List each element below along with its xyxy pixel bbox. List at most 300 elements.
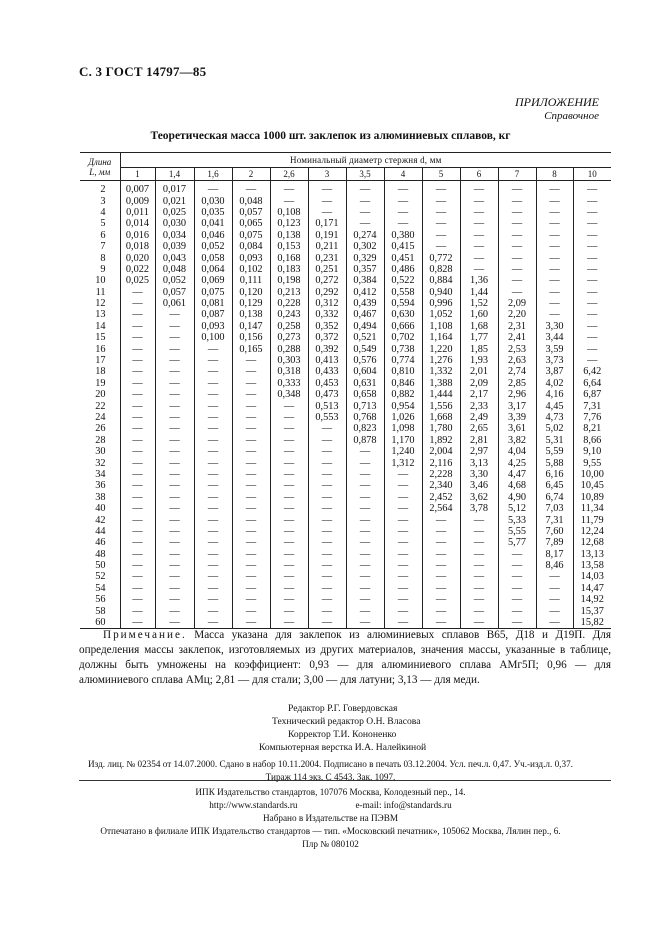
mass-cell: — xyxy=(422,526,460,537)
length-cell: 19 xyxy=(95,377,106,389)
mass-cell: — xyxy=(384,181,422,196)
table-row xyxy=(80,594,611,605)
length-cell: 15 xyxy=(95,332,106,344)
mass-cell: — xyxy=(120,605,155,616)
mass-cell: — xyxy=(155,605,194,616)
mass-cell: — xyxy=(384,492,422,503)
appendix-title: ПРИЛОЖЕНИЕ xyxy=(515,95,599,109)
diameter-group-header: Номинальный диаметр стержня d, мм xyxy=(120,153,611,168)
table-body xyxy=(80,181,611,629)
mass-cell: 2,53 xyxy=(498,343,536,354)
table-row xyxy=(80,617,611,629)
mass-cell: 15,37 xyxy=(573,605,611,616)
mass-cell: 0,213 xyxy=(270,287,308,298)
mass-cell: — xyxy=(346,526,384,537)
mass-cell: 1,668 xyxy=(422,412,460,423)
length-cell: 4 xyxy=(100,206,106,218)
length-cell: 54 xyxy=(95,582,106,594)
mass-cell: — xyxy=(384,480,422,491)
table-row xyxy=(80,549,611,560)
mass-cell: — xyxy=(308,492,346,503)
length-cell: 5 xyxy=(100,218,106,230)
mass-cell: — xyxy=(120,366,155,377)
length-cell: 60 xyxy=(80,617,120,629)
mass-cell: 0,576 xyxy=(346,355,384,366)
mass-cell: — xyxy=(384,583,422,594)
mass-cell: — xyxy=(384,549,422,560)
mass-cell: 4,02 xyxy=(536,378,573,389)
mass-cell: — xyxy=(346,605,384,616)
mass-cell: — xyxy=(155,469,194,480)
diameter-header-cell: 3,5 xyxy=(346,168,384,181)
mass-cell: — xyxy=(155,355,194,366)
table-row xyxy=(80,389,611,400)
mass-cell: 0,171 xyxy=(308,218,346,229)
mass-cell: — xyxy=(155,423,194,434)
mass-cell: — xyxy=(384,571,422,582)
mass-cell: 0,348 xyxy=(270,389,308,400)
length-cell: 9 xyxy=(100,263,106,275)
mass-cell: 0,052 xyxy=(155,275,194,286)
table-row xyxy=(80,195,611,206)
mass-cell: 0,102 xyxy=(232,264,270,275)
mass-cell: — xyxy=(155,549,194,560)
table-row xyxy=(80,435,611,446)
mass-cell: 5,02 xyxy=(536,423,573,434)
mass-cell: — xyxy=(536,195,573,206)
mass-cell: — xyxy=(232,400,270,411)
mass-cell: 0,016 xyxy=(120,230,155,241)
mass-cell: — xyxy=(194,355,232,366)
mass-cell: 0,631 xyxy=(346,378,384,389)
mass-cell: — xyxy=(384,560,422,571)
mass-cell: 0,288 xyxy=(270,343,308,354)
mass-cell: — xyxy=(346,560,384,571)
mass-cell: — xyxy=(384,469,422,480)
mass-cell: 0,274 xyxy=(346,230,384,241)
mass-cell: 13,13 xyxy=(573,549,611,560)
mass-cell: 0,433 xyxy=(308,366,346,377)
mass-cell: 8,21 xyxy=(573,423,611,434)
mass-cell: 7,31 xyxy=(573,400,611,411)
mass-cell: 1,240 xyxy=(384,446,422,457)
mass-cell: — xyxy=(460,252,498,263)
length-cell: 22 xyxy=(95,400,106,412)
mass-cell: — xyxy=(270,446,308,457)
mass-cell: — xyxy=(155,435,194,446)
mass-cell: 0,332 xyxy=(308,309,346,320)
table-row xyxy=(80,218,611,229)
mass-cell: — xyxy=(232,480,270,491)
mass-cell: — xyxy=(232,583,270,594)
mass-cell: — xyxy=(498,275,536,286)
mass-cell: — xyxy=(308,617,346,629)
mass-cell: 10,45 xyxy=(573,480,611,491)
mass-cell: — xyxy=(120,457,155,468)
mass-cell: — xyxy=(194,412,232,423)
mass-cell: 1,098 xyxy=(384,423,422,434)
mass-cell: — xyxy=(536,264,573,275)
mass-cell: 3,39 xyxy=(498,412,536,423)
mass-cell: 0,009 xyxy=(120,195,155,206)
mass-cell: 0,030 xyxy=(155,218,194,229)
mass-cell: 0,018 xyxy=(120,241,155,252)
table-row xyxy=(80,378,611,389)
mass-cell: — xyxy=(194,469,232,480)
mass-cell: — xyxy=(232,423,270,434)
mass-cell: — xyxy=(232,526,270,537)
mass-cell: 1,556 xyxy=(422,400,460,411)
mass-cell: — xyxy=(384,537,422,548)
mass-cell: 2,96 xyxy=(498,389,536,400)
mass-cell: 3,87 xyxy=(536,366,573,377)
mass-cell: — xyxy=(346,537,384,548)
mass-cell: 0,030 xyxy=(194,195,232,206)
mass-cell: — xyxy=(155,514,194,525)
mass-cell: 0,065 xyxy=(232,218,270,229)
mass-cell: — xyxy=(460,571,498,582)
note-text: Масса указана для заклепок из алюминиевых сплавов В65, Д18 и Д19П. Для определения массы заклепок, изготовляемых из других материалов, значения массы, указанные в таблице, должны быть умножены на коэффициент: 0,93 — для алюминиевого сплава АМг5П; 0,96 — для алюминиевого сплава АМц; 2,81 — для стали; 3,00 — для латуни; 3,13 — для меди. xyxy=(79,629,612,686)
mass-cell: 2,85 xyxy=(498,378,536,389)
mass-cell: — xyxy=(194,480,232,491)
mass-cell: 0,273 xyxy=(270,332,308,343)
diameter-header-cell: 1 xyxy=(120,168,155,181)
length-cell: 16 xyxy=(95,343,106,355)
mass-cell: — xyxy=(270,480,308,491)
mass-cell: 0,303 xyxy=(270,355,308,366)
website-link[interactable]: http://www.standards.ru xyxy=(209,800,298,810)
mass-cell: — xyxy=(422,207,460,218)
mass-cell: — xyxy=(573,264,611,275)
mass-cell: — xyxy=(460,241,498,252)
mass-cell: 0,553 xyxy=(308,412,346,423)
mass-cell: — xyxy=(194,435,232,446)
mass-cell: 5,12 xyxy=(498,503,536,514)
table-row xyxy=(80,457,611,468)
mass-cell: 2,20 xyxy=(498,309,536,320)
mass-cell: — xyxy=(194,549,232,560)
mass-cell: 0,451 xyxy=(384,252,422,263)
mass-cell: 0,884 xyxy=(422,275,460,286)
mass-cell: 0,075 xyxy=(194,287,232,298)
mass-cell: — xyxy=(194,526,232,537)
page-header: С. 3 ГОСТ 14797—85 xyxy=(79,64,207,79)
table-row xyxy=(80,298,611,309)
table-note xyxy=(79,628,611,688)
mass-cell: 3,30 xyxy=(460,469,498,480)
mass-cell: — xyxy=(155,457,194,468)
table-row xyxy=(80,583,611,594)
mass-cell: — xyxy=(460,549,498,560)
mass-cell: — xyxy=(308,605,346,616)
mass-cell: — xyxy=(573,275,611,286)
mass-cell: — xyxy=(194,400,232,411)
mass-cell: — xyxy=(346,218,384,229)
mass-cell: 0,352 xyxy=(308,321,346,332)
mass-cell: — xyxy=(422,560,460,571)
length-cell: 11 xyxy=(95,286,106,298)
diameter-header-cell: 6 xyxy=(460,168,498,181)
mass-cell: — xyxy=(120,583,155,594)
mass-cell: — xyxy=(194,594,232,605)
table-row xyxy=(80,230,611,241)
length-cell: 34 xyxy=(95,468,106,480)
diameter-header-cell: 2,6 xyxy=(270,168,308,181)
mass-cell: — xyxy=(422,218,460,229)
mass-cell: — xyxy=(460,560,498,571)
mass-cell: — xyxy=(270,412,308,423)
proofreader-credit: Корректор Т.И. Кононенко xyxy=(288,729,397,740)
mass-cell: 2,74 xyxy=(498,366,536,377)
mass-cell: 6,42 xyxy=(573,366,611,377)
mass-cell: — xyxy=(155,617,194,629)
mass-cell: 1,36 xyxy=(460,275,498,286)
mass-cell: — xyxy=(422,537,460,548)
typeset-note: Набрано в Издательстве на ПЭВМ xyxy=(262,813,399,823)
mass-cell: 7,89 xyxy=(536,537,573,548)
mass-cell: 0,882 xyxy=(384,389,422,400)
mass-cell: 0,093 xyxy=(194,321,232,332)
mass-cell: 2,452 xyxy=(422,492,460,503)
mass-cell: — xyxy=(270,181,308,196)
table-row xyxy=(80,275,611,286)
mass-cell: 0,412 xyxy=(346,287,384,298)
mass-cell: 0,043 xyxy=(155,252,194,263)
mass-cell: 2,17 xyxy=(460,389,498,400)
mass-cell: — xyxy=(270,492,308,503)
mass-cell: — xyxy=(536,583,573,594)
mass-cell: — xyxy=(460,207,498,218)
mass-cell: — xyxy=(346,181,384,196)
appendix-label xyxy=(515,95,599,123)
note-label: Примечание. xyxy=(103,629,187,641)
mass-cell: — xyxy=(232,503,270,514)
mass-cell: 0,384 xyxy=(346,275,384,286)
mass-cell: — xyxy=(232,181,270,196)
mass-cell: — xyxy=(308,480,346,491)
mass-cell: — xyxy=(498,583,536,594)
table-title: Теоретическая масса 1000 шт. заклепок из алюминиевых сплавов, кг xyxy=(150,130,511,142)
mass-cell: — xyxy=(120,287,155,298)
mass-cell: — xyxy=(270,560,308,571)
mass-cell: — xyxy=(460,617,498,629)
mass-cell: — xyxy=(384,594,422,605)
mass-cell: — xyxy=(346,594,384,605)
mass-cell: — xyxy=(573,252,611,263)
mass-cell: 2,81 xyxy=(460,435,498,446)
mass-cell: — xyxy=(270,195,308,206)
mass-cell: 0,039 xyxy=(155,241,194,252)
mass-cell: 0,954 xyxy=(384,400,422,411)
diameter-header-cell: 10 xyxy=(573,168,611,181)
table-row xyxy=(80,412,611,423)
mass-cell: 2,33 xyxy=(460,400,498,411)
mass-cell: — xyxy=(120,549,155,560)
mass-cell: — xyxy=(194,366,232,377)
mass-cell: — xyxy=(270,594,308,605)
table-row xyxy=(80,526,611,537)
mass-cell: — xyxy=(232,492,270,503)
mass-cell: 0,081 xyxy=(194,298,232,309)
publisher-contacts xyxy=(209,799,451,812)
mass-cell: 1,164 xyxy=(422,332,460,343)
mass-cell: — xyxy=(460,583,498,594)
mass-cell: — xyxy=(573,343,611,354)
mass-cell: 1,332 xyxy=(422,366,460,377)
mass-cell: — xyxy=(384,605,422,616)
length-cell: 12 xyxy=(95,298,106,310)
mass-cell: — xyxy=(194,617,232,629)
mass-cell: 0,329 xyxy=(346,252,384,263)
mass-cell: — xyxy=(308,446,346,457)
mass-cell: 0,147 xyxy=(232,321,270,332)
mass-cell: — xyxy=(536,241,573,252)
mass-cell: 3,30 xyxy=(536,321,573,332)
mass-cell: 0,011 xyxy=(120,207,155,218)
mass-cell: — xyxy=(573,355,611,366)
divider-line xyxy=(79,780,611,781)
length-cell: 58 xyxy=(95,605,106,617)
mass-cell: 14,47 xyxy=(573,583,611,594)
mass-cell: 8,17 xyxy=(536,549,573,560)
mass-cell: 6,16 xyxy=(536,469,573,480)
length-cell: 50 xyxy=(95,560,106,572)
mass-cell: — xyxy=(120,537,155,548)
mass-cell: 0,312 xyxy=(308,298,346,309)
mass-cell: — xyxy=(536,181,573,196)
mass-cell: 0,940 xyxy=(422,287,460,298)
length-cell: 52 xyxy=(95,571,106,583)
mass-cell: — xyxy=(232,549,270,560)
mass-cell: — xyxy=(422,594,460,605)
mass-cell: — xyxy=(536,309,573,320)
email-link[interactable]: e-mail: info@standards.ru xyxy=(355,800,452,810)
mass-cell: — xyxy=(120,343,155,354)
mass-cell: — xyxy=(194,571,232,582)
mass-cell: 3,46 xyxy=(460,480,498,491)
table-row xyxy=(80,514,611,525)
mass-cell: — xyxy=(270,457,308,468)
mass-cell: 3,73 xyxy=(536,355,573,366)
table-row xyxy=(80,605,611,616)
mass-cell: 3,17 xyxy=(498,400,536,411)
mass-cell: 0,494 xyxy=(346,321,384,332)
mass-cell: 0,302 xyxy=(346,241,384,252)
mass-cell: — xyxy=(232,457,270,468)
mass-cell: — xyxy=(536,252,573,263)
mass-cell: — xyxy=(232,617,270,629)
mass-cell: — xyxy=(498,571,536,582)
mass-cell: — xyxy=(155,480,194,491)
mass-cell: 3,61 xyxy=(498,423,536,434)
length-cell: 56 xyxy=(95,594,106,606)
mass-cell: 7,76 xyxy=(573,412,611,423)
mass-cell: 0,823 xyxy=(346,423,384,434)
table-row xyxy=(80,252,611,263)
mass-cell: — xyxy=(422,605,460,616)
table-row xyxy=(80,343,611,354)
mass-cell: — xyxy=(308,583,346,594)
table-row xyxy=(80,503,611,514)
mass-cell: — xyxy=(346,514,384,525)
mass-cell: 2,09 xyxy=(498,298,536,309)
mass-cell: 4,90 xyxy=(498,492,536,503)
mass-cell: — xyxy=(460,605,498,616)
publisher-block xyxy=(0,786,661,851)
mass-cell: — xyxy=(346,492,384,503)
mass-cell: 9,55 xyxy=(573,457,611,468)
mass-cell: 0,996 xyxy=(422,298,460,309)
mass-cell: 0,057 xyxy=(232,207,270,218)
mass-cell: 0,064 xyxy=(194,264,232,275)
mass-cell: 0,513 xyxy=(308,400,346,411)
mass-cell: — xyxy=(346,469,384,480)
mass-cell: 0,061 xyxy=(155,298,194,309)
mass-cell: 0,183 xyxy=(270,264,308,275)
mass-cell: 0,558 xyxy=(384,287,422,298)
mass-cell: 0,228 xyxy=(270,298,308,309)
mass-cell: 4,73 xyxy=(536,412,573,423)
mass-cell: 0,231 xyxy=(308,252,346,263)
mass-cell: — xyxy=(573,207,611,218)
mass-cell: — xyxy=(232,355,270,366)
mass-cell: — xyxy=(498,252,536,263)
mass-cell: — xyxy=(498,287,536,298)
mass-cell: — xyxy=(155,503,194,514)
mass-cell: 0,035 xyxy=(194,207,232,218)
mass-cell: 2,97 xyxy=(460,446,498,457)
mass-cell: — xyxy=(194,389,232,400)
mass-cell: — xyxy=(155,332,194,343)
mass-cell: — xyxy=(384,617,422,629)
length-header-unit: L, мм xyxy=(89,166,111,177)
table-row xyxy=(80,355,611,366)
mass-cell: — xyxy=(498,605,536,616)
mass-cell: 8,66 xyxy=(573,435,611,446)
mass-cell: — xyxy=(270,617,308,629)
mass-cell: — xyxy=(460,181,498,196)
mass-cell: 0,878 xyxy=(346,435,384,446)
mass-cell: — xyxy=(120,355,155,366)
length-cell: 46 xyxy=(95,537,106,549)
mass-cell: — xyxy=(573,287,611,298)
mass-cell: — xyxy=(460,195,498,206)
mass-cell: 1,780 xyxy=(422,423,460,434)
mass-cell: — xyxy=(308,207,346,218)
mass-cell: 7,60 xyxy=(536,526,573,537)
mass-cell: — xyxy=(308,526,346,537)
mass-cell: 4,04 xyxy=(498,446,536,457)
mass-cell: — xyxy=(120,560,155,571)
length-cell: 20 xyxy=(95,389,106,401)
mass-cell: — xyxy=(498,617,536,629)
mass-cell: 0,846 xyxy=(384,378,422,389)
mass-cell: — xyxy=(536,617,573,629)
length-cell: 7 xyxy=(100,241,106,253)
mass-cell: — xyxy=(120,298,155,309)
mass-cell: 2,004 xyxy=(422,446,460,457)
mass-cell: 11,79 xyxy=(573,514,611,525)
mass-cell: — xyxy=(194,457,232,468)
mass-cell: 4,25 xyxy=(498,457,536,468)
mass-cell: 0,604 xyxy=(346,366,384,377)
mass-cell: 0,521 xyxy=(346,332,384,343)
mass-cell: 0,058 xyxy=(194,252,232,263)
mass-cell: — xyxy=(422,617,460,629)
mass-cell: — xyxy=(573,181,611,196)
mass-cell: — xyxy=(384,514,422,525)
mass-cell: 0,772 xyxy=(422,252,460,263)
